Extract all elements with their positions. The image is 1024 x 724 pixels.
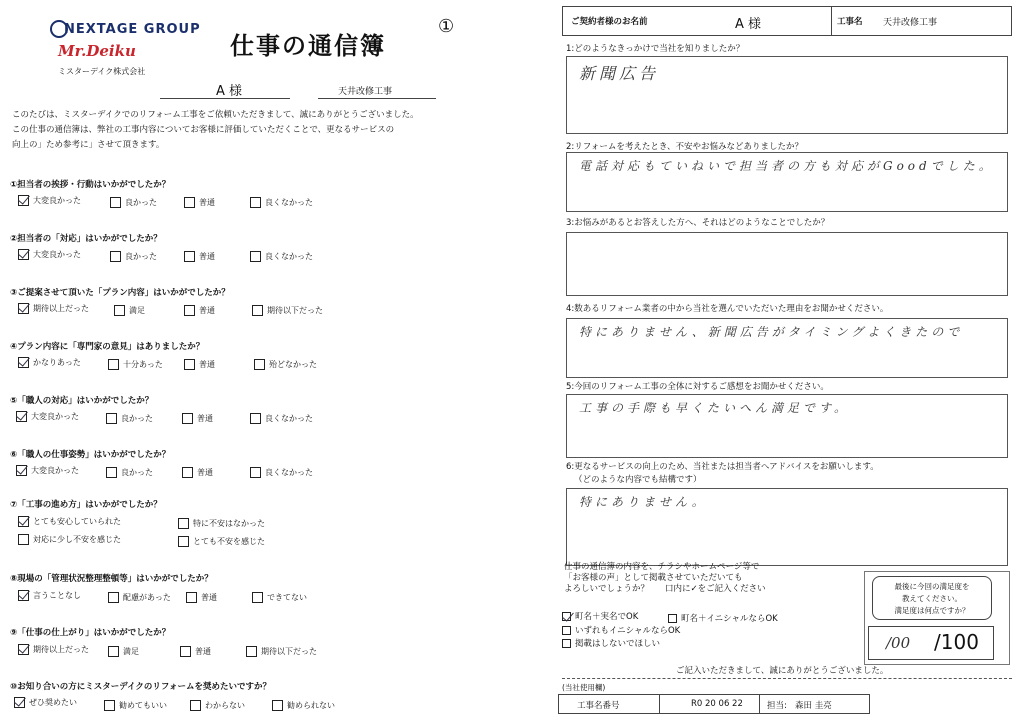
q10-option-3[interactable]: [190, 700, 245, 711]
option-label: 配慮があった: [123, 593, 171, 602]
section-2-answer: 電話対応もていねいで担当者の方も対応がGoodでした。: [579, 159, 995, 173]
q5-option-1[interactable]: [16, 411, 79, 422]
option-label: 良くなかった: [265, 198, 313, 207]
q3-option-3[interactable]: [184, 305, 215, 316]
option-label: 期待以上だった: [33, 645, 89, 654]
section-1-question: 1:どのようなきっかけで当社を知りましたか？: [566, 44, 745, 54]
name-value: A 様: [735, 17, 762, 32]
question-7: ⑦「工事の進め方」はいかがでしたか？: [10, 500, 162, 510]
page-number: ①: [438, 16, 455, 37]
name-label: ご契約者様のお名前: [571, 17, 648, 27]
customer-underline: [160, 98, 290, 99]
table-divider: [831, 7, 832, 35]
logo: NEXTAGE GROUP: [64, 22, 201, 37]
question-10: ⑩お知り合いの方にミスターデイクのリフォームを奨めたいですか？: [10, 682, 272, 692]
publish-inline-option: 口内に✓をご記入ください: [665, 584, 766, 594]
checkbox[interactable]: [184, 197, 195, 208]
checkbox[interactable]: [106, 467, 117, 478]
code-value: R0 20 06 22: [691, 699, 743, 709]
q4-option-2[interactable]: [108, 359, 163, 370]
checkbox[interactable]: [190, 700, 201, 711]
checkbox[interactable]: [250, 251, 261, 262]
checkbox[interactable]: [250, 467, 261, 478]
checkbox[interactable]: [180, 646, 191, 657]
option-label: 良くなかった: [265, 414, 313, 423]
option-label: 普通: [199, 252, 215, 261]
q6-option-2[interactable]: [106, 467, 153, 478]
option-label: とても不安を感じた: [193, 537, 265, 546]
checkbox[interactable]: [668, 614, 677, 623]
checkbox[interactable]: [110, 251, 121, 262]
q2-option-1[interactable]: [18, 249, 81, 260]
checkbox[interactable]: [108, 646, 119, 657]
checkbox[interactable]: [18, 195, 29, 206]
q2-option-3[interactable]: [184, 251, 215, 262]
q8-option-1[interactable]: [18, 590, 81, 601]
q3-option-1[interactable]: [18, 303, 89, 314]
q2-option-4[interactable]: [250, 251, 313, 262]
section-1-answer: 新聞広告: [579, 64, 660, 83]
q4-option-4[interactable]: [254, 359, 317, 370]
option-label: 町名＋実名でOK: [575, 612, 639, 622]
score-value: /00: [886, 634, 911, 652]
satisfaction-line-1: 最後に今回の満足度を: [894, 582, 970, 591]
publish-line-1: 仕事の通信簿の内容を、チラシやホームページ等で: [564, 562, 760, 572]
checkbox[interactable]: [562, 626, 571, 635]
question-8: ⑧現場の「管理状況整理整頓等」はいかがでしたか？: [10, 574, 213, 584]
thanks-text: ご記入いただきまして、誠にありがとうございました。: [676, 666, 889, 676]
publish-option-4[interactable]: [562, 637, 660, 649]
logo-ring-icon: [50, 20, 68, 38]
section-5-answer: 工事の手際も早くたいへん満足です。: [579, 401, 851, 415]
project-value: 天井改修工事: [883, 18, 938, 28]
project-underline: [318, 98, 436, 99]
section-2-answer-box[interactable]: [566, 152, 1008, 212]
q9-option-3[interactable]: [180, 646, 211, 657]
section-6-question: 6:更なるサービスの向上のため、当社または担当者へアドバイスをお願いします。: [566, 462, 879, 472]
option-label: 言うことなし: [33, 591, 81, 600]
q6-option-4[interactable]: [250, 467, 313, 478]
office-label: (当社使用欄): [562, 683, 606, 692]
q6-option-1[interactable]: [16, 465, 79, 476]
checkbox[interactable]: [18, 644, 29, 655]
satisfaction-line-2: 教えてください。: [902, 594, 962, 603]
checkbox[interactable]: [18, 303, 29, 314]
intro-line-2: この仕事の通信簿は、弊社の工事内容についてお客様に評価していただくことで、更なるサービスの: [12, 125, 395, 135]
section-4-question: 4:数あるリフォーム業者の中から当社を選んでいただいた理由をお聞かせください。: [566, 304, 889, 314]
checkbox[interactable]: [182, 413, 193, 424]
checkbox[interactable]: [16, 465, 27, 476]
checkbox[interactable]: [114, 305, 125, 316]
section-4-answer-box[interactable]: [566, 318, 1008, 378]
checkbox[interactable]: [250, 197, 261, 208]
publish-text: [564, 562, 766, 595]
checkbox[interactable]: [184, 305, 195, 316]
section-6-sub: （どのような内容でも結構です）: [574, 475, 702, 485]
option-label: 普通: [195, 647, 211, 656]
publish-option-1[interactable]: [562, 610, 638, 622]
option-label: 勧められない: [287, 701, 335, 710]
option-label: とても安心していられた: [33, 517, 121, 526]
option-label: わからない: [205, 701, 245, 710]
option-label: 十分あった: [123, 360, 163, 369]
checkbox[interactable]: [106, 413, 117, 424]
brand-logo: Mr.Deiku: [58, 42, 136, 60]
q7-option-2[interactable]: [178, 518, 265, 529]
intro-line-1: このたびは、ミスターデイクでのリフォーム工事をご依頼いただきまして、誠にありがとうございました。: [12, 110, 419, 120]
office-table: [558, 694, 870, 714]
q8-option-4[interactable]: [252, 592, 307, 603]
customer-info-table: [562, 6, 1012, 36]
staff-label: 担当:: [767, 701, 787, 711]
option-label: 大変良かった: [33, 250, 81, 259]
checkbox[interactable]: [108, 592, 119, 603]
q6-option-3[interactable]: [182, 467, 213, 478]
option-label: かなりあった: [33, 358, 81, 367]
option-label: 勧めてもいい: [119, 701, 167, 710]
q1-option-3[interactable]: [184, 197, 215, 208]
question-6: ⑥「職人の仕事姿勢」はいかがでしたか？: [10, 450, 171, 460]
table-divider: [659, 695, 660, 713]
customer-name: A 様: [216, 84, 243, 99]
checkbox[interactable]: [18, 249, 29, 260]
checkbox[interactable]: [178, 536, 189, 547]
option-label: 普通: [199, 198, 215, 207]
q9-option-2[interactable]: [108, 646, 139, 657]
option-label: 殆どなかった: [269, 360, 317, 369]
question-2: ②担当者の「対応」はいかがでしたか？: [10, 234, 162, 244]
question-4: ④プラン内容に「専門家の意見」はありましたか？: [10, 342, 205, 352]
option-label: 大変良かった: [33, 196, 81, 205]
section-6-answer-box[interactable]: [566, 488, 1008, 566]
option-label: 満足: [129, 306, 145, 315]
q7-option-1[interactable]: [18, 516, 121, 527]
checkbox[interactable]: [250, 413, 261, 424]
option-label: 期待以上だった: [33, 304, 89, 313]
project-label: 工事名: [837, 17, 863, 27]
option-label: 対応に少し不安を感じた: [33, 535, 121, 544]
q3-option-4[interactable]: [252, 305, 323, 316]
checkbox[interactable]: [252, 592, 263, 603]
checkbox[interactable]: [562, 639, 571, 648]
checkbox[interactable]: [18, 534, 29, 545]
question-3: ③ご提案させて頂いた「プラン内容」はいかがでしたか？: [10, 288, 230, 298]
publish-line-2: 「お客様の声」として掲載させていただいても: [564, 573, 743, 583]
code-label: 工事名番号: [577, 701, 620, 711]
option-label: 普通: [197, 468, 213, 477]
option-label: 特に不安はなかった: [193, 519, 265, 528]
checkbox[interactable]: [108, 359, 119, 370]
company-name: ミスターデイク株式会社: [58, 67, 146, 76]
score-max: /100: [934, 630, 979, 654]
section-1-answer-box[interactable]: [566, 56, 1008, 134]
q5-option-2[interactable]: [106, 413, 153, 424]
section-5-question: 5:今回のリフォーム工事の全体に対するご感想をお聞かせください。: [566, 382, 829, 392]
checkbox[interactable]: [184, 251, 195, 262]
satisfaction-question: [872, 576, 992, 620]
section-2-question: 2:リフォームを考えたとき、不安やお悩みなどありましたか？: [566, 142, 804, 152]
section-5-answer-box[interactable]: [566, 394, 1008, 458]
checkbox[interactable]: [184, 359, 195, 370]
publish-option-2[interactable]: [668, 612, 778, 624]
q4-option-3[interactable]: [184, 359, 215, 370]
q9-option-4[interactable]: [246, 646, 317, 657]
option-label: 良かった: [125, 252, 157, 261]
q10-option-4[interactable]: [272, 700, 335, 711]
question-5: ⑤「職人の対応」はいかがでしたか？: [10, 396, 154, 406]
checkbox[interactable]: [104, 700, 115, 711]
checkbox[interactable]: [186, 592, 197, 603]
option-label: いずれもイニシャルならOK: [575, 626, 681, 636]
q7-option-3[interactable]: [18, 534, 121, 545]
option-label: 大変良かった: [31, 412, 79, 421]
section-3-question: 3:お悩みがあるとお答えした方へ、それはどのようなことでしたか？: [566, 218, 830, 228]
staff-value: 森田 圭亮: [795, 701, 832, 711]
option-label: 良かった: [121, 468, 153, 477]
checkbox[interactable]: [18, 590, 29, 601]
option-label: 良くなかった: [265, 468, 313, 477]
checkbox[interactable]: [182, 467, 193, 478]
section-3-answer-box[interactable]: [566, 232, 1008, 296]
option-label: 普通: [199, 306, 215, 315]
checkbox[interactable]: [254, 359, 265, 370]
project-name: 天井改修工事: [338, 87, 393, 97]
checkbox[interactable]: [246, 646, 257, 657]
option-label: 普通: [201, 593, 217, 602]
section-4-answer: 特にありません、新聞広告がタイミングよくきたので: [579, 325, 964, 339]
checkbox[interactable]: [16, 411, 27, 422]
page-title: 仕事の通信簿: [230, 32, 386, 60]
option-label: 掲載はしないでほしい: [575, 639, 661, 649]
option-label: 良くなかった: [265, 252, 313, 261]
option-label: 町名＋イニシャルならOK: [681, 614, 778, 624]
checkbox[interactable]: [18, 357, 29, 368]
intro-line-3: 向上の」ため参考に」させて頂きます。: [12, 140, 165, 150]
section-6-answer: 特にありません。: [579, 495, 708, 509]
q1-option-2[interactable]: [110, 197, 157, 208]
question-1: ①担当者の挨拶・行動はいかがでしたか？: [10, 180, 171, 190]
checkbox[interactable]: [18, 516, 29, 527]
checkbox[interactable]: [14, 697, 25, 708]
thanks-rule: [562, 678, 1012, 679]
intro-text: [12, 108, 452, 153]
option-label: 大変良かった: [31, 466, 79, 475]
q2-option-2[interactable]: [110, 251, 157, 262]
q10-option-2[interactable]: [104, 700, 167, 711]
checkbox[interactable]: [178, 518, 189, 529]
table-divider: [759, 695, 760, 713]
option-label: 普通: [199, 360, 215, 369]
option-label: 満足: [123, 647, 139, 656]
option-label: 期待以下だった: [267, 306, 323, 315]
q1-option-4[interactable]: [250, 197, 313, 208]
publish-line-3: よろしいでしょうか？: [564, 584, 650, 594]
option-label: 普通: [197, 414, 213, 423]
option-label: 良かった: [121, 414, 153, 423]
q7-option-4[interactable]: [178, 536, 265, 547]
q1-option-1[interactable]: [18, 195, 81, 206]
publish-option-3[interactable]: [562, 624, 680, 636]
q10-option-1[interactable]: [14, 697, 77, 708]
q5-option-3[interactable]: [182, 413, 213, 424]
q8-option-2[interactable]: [108, 592, 171, 603]
checkbox[interactable]: [110, 197, 121, 208]
satisfaction-line-3: 満足度は何点ですか？: [894, 606, 970, 615]
option-label: できてない: [267, 593, 307, 602]
q9-option-1[interactable]: [18, 644, 89, 655]
q8-option-3[interactable]: [186, 592, 217, 603]
option-label: 良かった: [125, 198, 157, 207]
option-label: ぜひ奨めたい: [29, 698, 77, 707]
q3-option-2[interactable]: [114, 305, 145, 316]
option-label: 期待以下だった: [261, 647, 317, 656]
q5-option-4[interactable]: [250, 413, 313, 424]
checkbox[interactable]: [272, 700, 283, 711]
checkbox[interactable]: [252, 305, 263, 316]
q4-option-1[interactable]: [18, 357, 81, 368]
checkbox[interactable]: [562, 612, 571, 621]
question-9: ⑨「仕事の仕上がり」はいかがでしたか？: [10, 628, 171, 638]
